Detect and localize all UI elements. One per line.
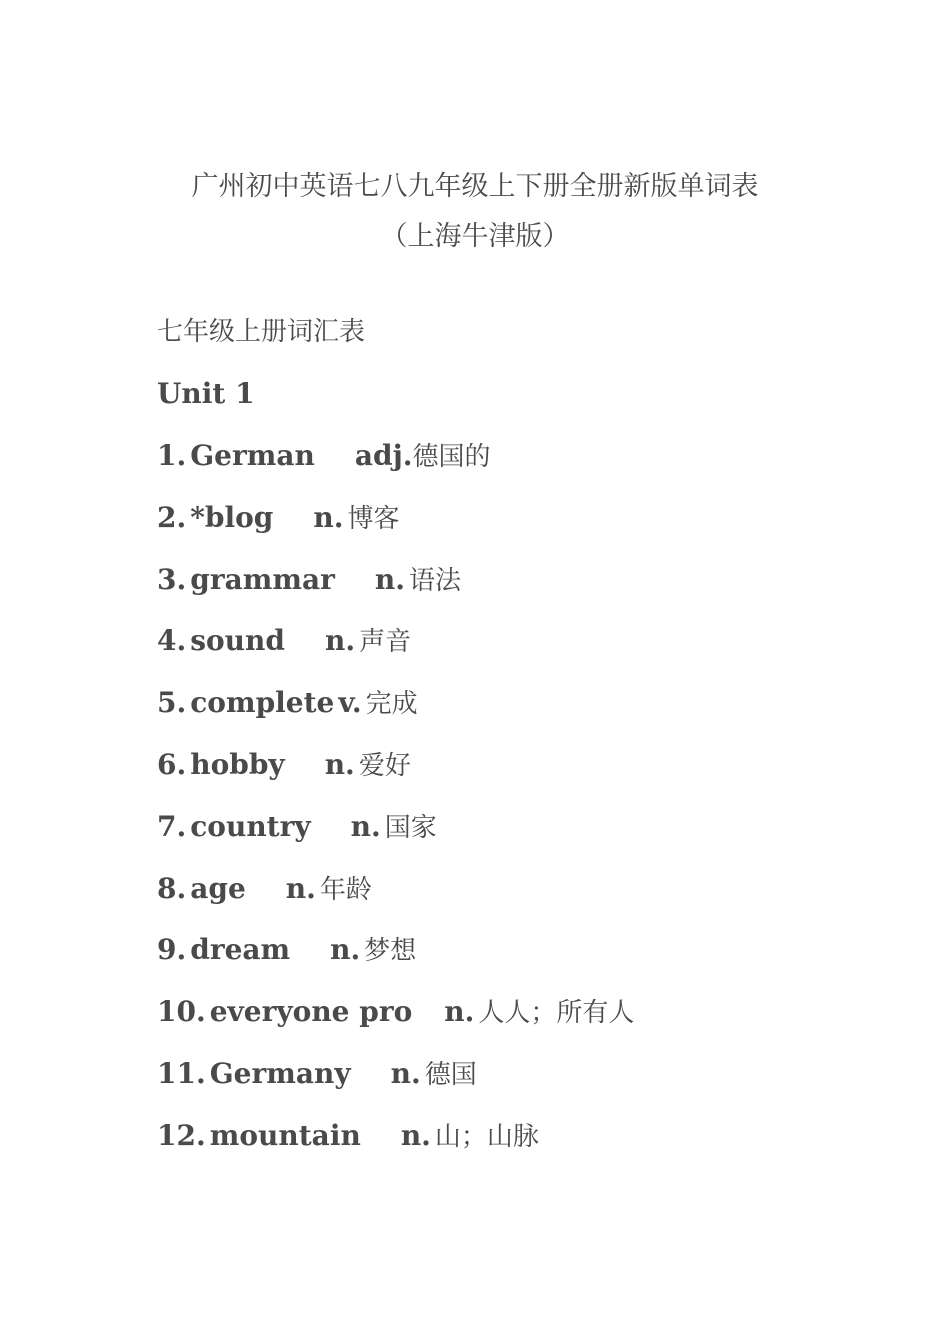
entry-word: everyone pro — [209, 995, 413, 1029]
entry-pos: n. — [313, 500, 344, 534]
vocab-entry — [157, 439, 634, 504]
entry-pos: n. — [374, 562, 405, 596]
vocab-entry — [157, 871, 634, 937]
entry-meaning: 爱好 — [358, 750, 411, 781]
unit-heading: Unit 1 — [157, 377, 255, 410]
entry-meaning: 德国的 — [412, 442, 491, 472]
entry-meaning: 年龄 — [319, 874, 372, 905]
vocab-entry — [157, 624, 634, 689]
entry-meaning: 梦想 — [364, 936, 417, 967]
vocab-entry — [157, 1056, 634, 1122]
entry-pos: n. — [400, 1118, 431, 1152]
entry-meaning: 声音 — [359, 627, 412, 658]
entry-number: 2. — [157, 500, 187, 534]
entry-word: sound — [190, 624, 285, 658]
entry-word: hobby — [190, 747, 285, 781]
entry-number: 6. — [157, 747, 187, 781]
entry-number: 8. — [157, 871, 187, 905]
entry-pos: adj. — [354, 439, 413, 472]
entry-pos: n. — [285, 871, 316, 905]
entry-pos: v. — [338, 686, 362, 720]
vocab-entry — [157, 809, 634, 875]
entry-number: 4. — [157, 624, 187, 658]
entry-pos: n. — [390, 1056, 421, 1090]
entry-word: *blog — [190, 500, 274, 534]
entry-word: German — [190, 439, 315, 472]
vocab-entry — [157, 686, 634, 751]
vocab-entry — [157, 933, 634, 998]
entry-pos: n. — [324, 624, 356, 658]
entry-pos: n. — [330, 933, 361, 967]
vocab-entry — [157, 1118, 634, 1184]
vocab-entry — [157, 747, 634, 813]
vocab-entry — [157, 995, 635, 1060]
entry-number: 7. — [157, 809, 187, 843]
entry-meaning: 语法 — [408, 565, 461, 596]
entry-number: 12. — [157, 1118, 206, 1152]
entry-number: 3. — [157, 562, 187, 596]
entry-number: 10. — [157, 995, 206, 1029]
entry-word: grammar — [190, 562, 335, 596]
entry-word: complete — [190, 686, 335, 720]
entry-pos: n. — [324, 747, 355, 781]
entry-meaning: 国家 — [384, 812, 437, 843]
entry-number: 1. — [157, 439, 187, 472]
vocabulary-list — [157, 439, 635, 1184]
section-heading: 七年级上册词汇表 — [157, 317, 366, 347]
entry-pos: n. — [444, 995, 475, 1029]
entry-meaning: 山；山脉 — [434, 1121, 539, 1152]
entry-number: 9. — [157, 933, 187, 967]
document-title: 广州初中英语七八九年级上下册全册新版单词表 — [191, 171, 759, 202]
entry-meaning: 人人；所有人 — [478, 998, 635, 1029]
entry-number: 5. — [157, 686, 187, 720]
entry-meaning: 完成 — [365, 689, 418, 720]
document-subtitle: （上海牛津版） — [380, 221, 570, 252]
vocab-entry — [157, 500, 634, 566]
entry-meaning: 博客 — [347, 503, 400, 534]
entry-word: mountain — [209, 1118, 361, 1152]
entry-meaning: 德国 — [424, 1059, 477, 1090]
entry-word: age — [190, 871, 246, 905]
entry-word: Germany — [209, 1056, 351, 1090]
entry-word: country — [190, 809, 311, 843]
vocab-entry — [157, 562, 634, 628]
entry-word: dream — [190, 933, 291, 967]
entry-pos: n. — [350, 809, 381, 843]
entry-number: 11. — [157, 1056, 206, 1090]
